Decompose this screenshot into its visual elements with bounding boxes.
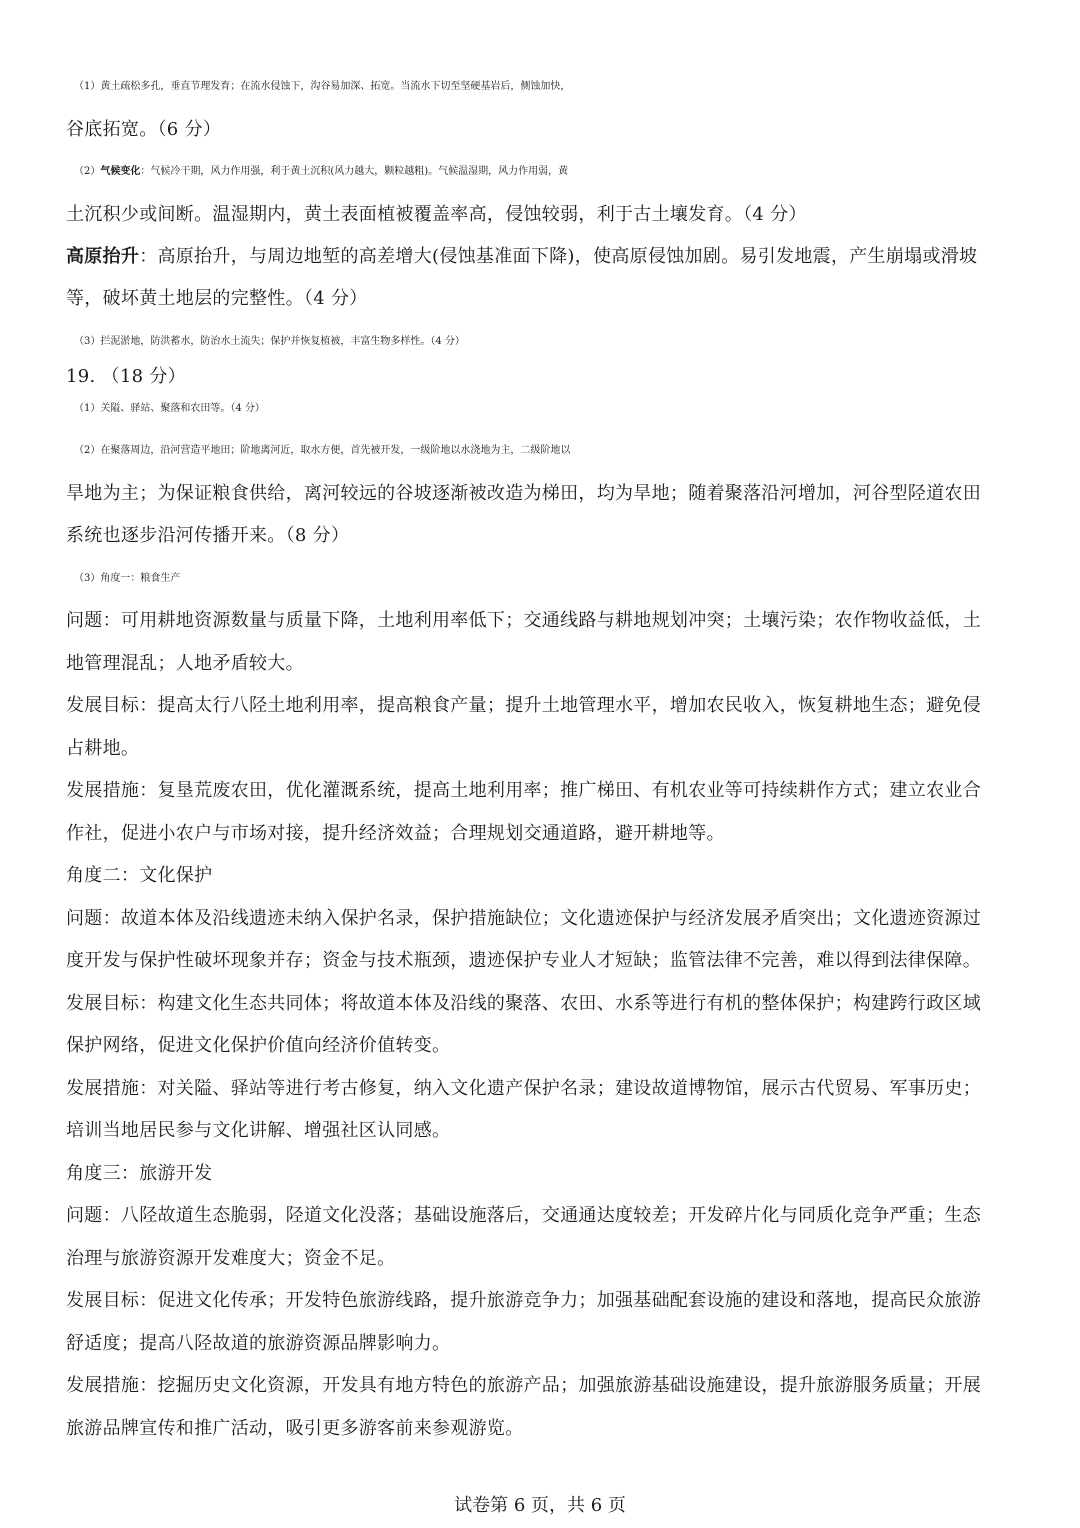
page-footer: 试卷第 6 页，共 6 页 [454, 1495, 626, 1516]
q18-3-line: （3）拦泥淤地，防洪蓄水，防治水土流失；保护并恢复植被，丰富生物多样性。（4 分） [74, 336, 465, 347]
angle-2-goal-line-1: 发展目标：构建文化生态共同体；将故道本体及沿线的聚落、农田、水系等进行有机的整体保护；构建跨行政区域 [66, 993, 981, 1014]
angle-2-measure-line-2: 培训当地居民参与文化讲解、增强社区认同感。 [66, 1120, 451, 1141]
q19-2-line-3: 系统也逐步沿河传播开来。（8 分） [66, 525, 350, 546]
angle-1-goal-line-1: 发展目标：提高太行八陉土地利用率，提高粮食产量；提升土地管理水平，增加农民收入，恢复耕地生态；避免侵 [66, 695, 981, 716]
angle-2-measure-line-1: 发展措施：对关隘、驿站等进行考古修复，纳入文化遗产保护名录；建设故道博物馆，展示古代贸易、军事历史； [66, 1078, 981, 1099]
angle-3-goal-line-2: 舒适度；提高八陉故道的旅游资源品牌影响力。 [66, 1333, 451, 1354]
q18-2-text-1: ：气候冷干期，风力作用强，利于黄土沉积(风力越大，颗粒越粗)。气候温湿期，风力作用弱，黄 [140, 166, 569, 177]
q19-3-angle-1-heading: （3）角度一：粮食生产 [74, 573, 181, 584]
q18-2-line-3 [66, 245, 1021, 269]
q18-1-line-1: （1）黄土疏松多孔，垂直节理发育；在流水侵蚀下，沟谷易加深、拓宽。当流水下切至坚硬基岩后，侧蚀加快， [74, 81, 571, 92]
angle-1-problem-line-1: 问题：可用耕地资源数量与质量下降，土地利用率低下；交通线路与耕地规划冲突；土壤污染；农作物收益低，土 [66, 610, 981, 631]
q19-heading: 19. （18 分） [66, 366, 186, 387]
q19-2-line-1: （2）在聚落周边，沿河营造平地田；阶地离河近，取水方便，首先被开发，一级阶地以水浇地为主，二级阶地以 [74, 445, 571, 456]
q19-1-line: （1）关隘、驿站、聚落和农田等。（4 分） [74, 403, 265, 414]
q19-2-line-2: 旱地为主；为保证粮食供给，离河较远的谷坡逐渐被改造为梯田，均为旱地；随着聚落沿河增加，河谷型陉道农田 [66, 483, 981, 504]
angle-2-heading: 角度二：文化保护 [66, 865, 213, 886]
angle-3-problem-line-1: 问题：八陉故道生态脆弱，陉道文化没落；基础设施落后，交通通达度较差；开发碎片化与同质化竞争严重；生态 [66, 1205, 981, 1226]
q18-2-line-4: 等，破坏黄土地层的完整性。（4 分） [66, 288, 368, 309]
angle-2-problem-line-1: 问题：故道本体及沿线遗迹未纳入保护名录，保护措施缺位；文化遗迹保护与经济发展矛盾突出；文化遗迹资源过 [66, 908, 981, 929]
angle-1-goal-line-2: 占耕地。 [66, 738, 140, 759]
angle-1-problem-line-2: 地管理混乱；人地矛盾较大。 [66, 653, 304, 674]
q18-1-line-2: 谷底拓宽。（6 分） [66, 119, 222, 140]
plateau-uplift-label: 高原抬升 [66, 246, 140, 267]
angle-3-goal-line-1: 发展目标：促进文化传承；开发特色旅游线路，提升旅游竞争力；加强基础配套设施的建设和落地，提高民众旅游 [66, 1290, 981, 1311]
climate-change-label: 气候变化 [100, 166, 141, 177]
q18-2-text-3: ：高原抬升，与周边地堑的高差增大(侵蚀基准面下降)，使高原侵蚀加剧。易引发地震，产生崩塌或滑坡 [139, 246, 978, 267]
angle-2-problem-line-2: 度开发与保护性破坏现象并存；资金与技术瓶颈，遗迹保护专业人才短缺；监管法律不完善，难以得到法律保障。 [66, 950, 981, 971]
angle-3-measure-line-1: 发展措施：挖掘历史文化资源，开发具有地方特色的旅游产品；加强旅游基础设施建设，提升旅游服务质量；开展 [66, 1375, 981, 1396]
angle-3-problem-line-2: 治理与旅游资源开发难度大；资金不足。 [66, 1248, 396, 1269]
angle-2-goal-line-2: 保护网络，促进文化保护价值向经济价值转变。 [66, 1035, 451, 1056]
angle-3-heading: 角度三：旅游开发 [66, 1163, 213, 1184]
angle-1-measure-line-2: 作社，促进小农户与市场对接，提升经济效益；合理规划交通道路，避开耕地等。 [66, 823, 725, 844]
q18-2-prefix: （2） [74, 166, 101, 177]
angle-3-measure-line-2: 旅游品牌宣传和推广活动，吸引更多游客前来参观游览。 [66, 1418, 524, 1439]
q18-2-line-1 [74, 160, 1029, 184]
q18-2-line-2: 土沉积少或间断。温湿期内，黄土表面植被覆盖率高，侵蚀较弱，利于古土壤发育。（4 分） [66, 204, 807, 225]
angle-1-measure-line-1: 发展措施：复垦荒废农田，优化灌溉系统，提高土地利用率；推广梯田、有机农业等可持续耕作方式；建立农业合 [66, 780, 981, 801]
